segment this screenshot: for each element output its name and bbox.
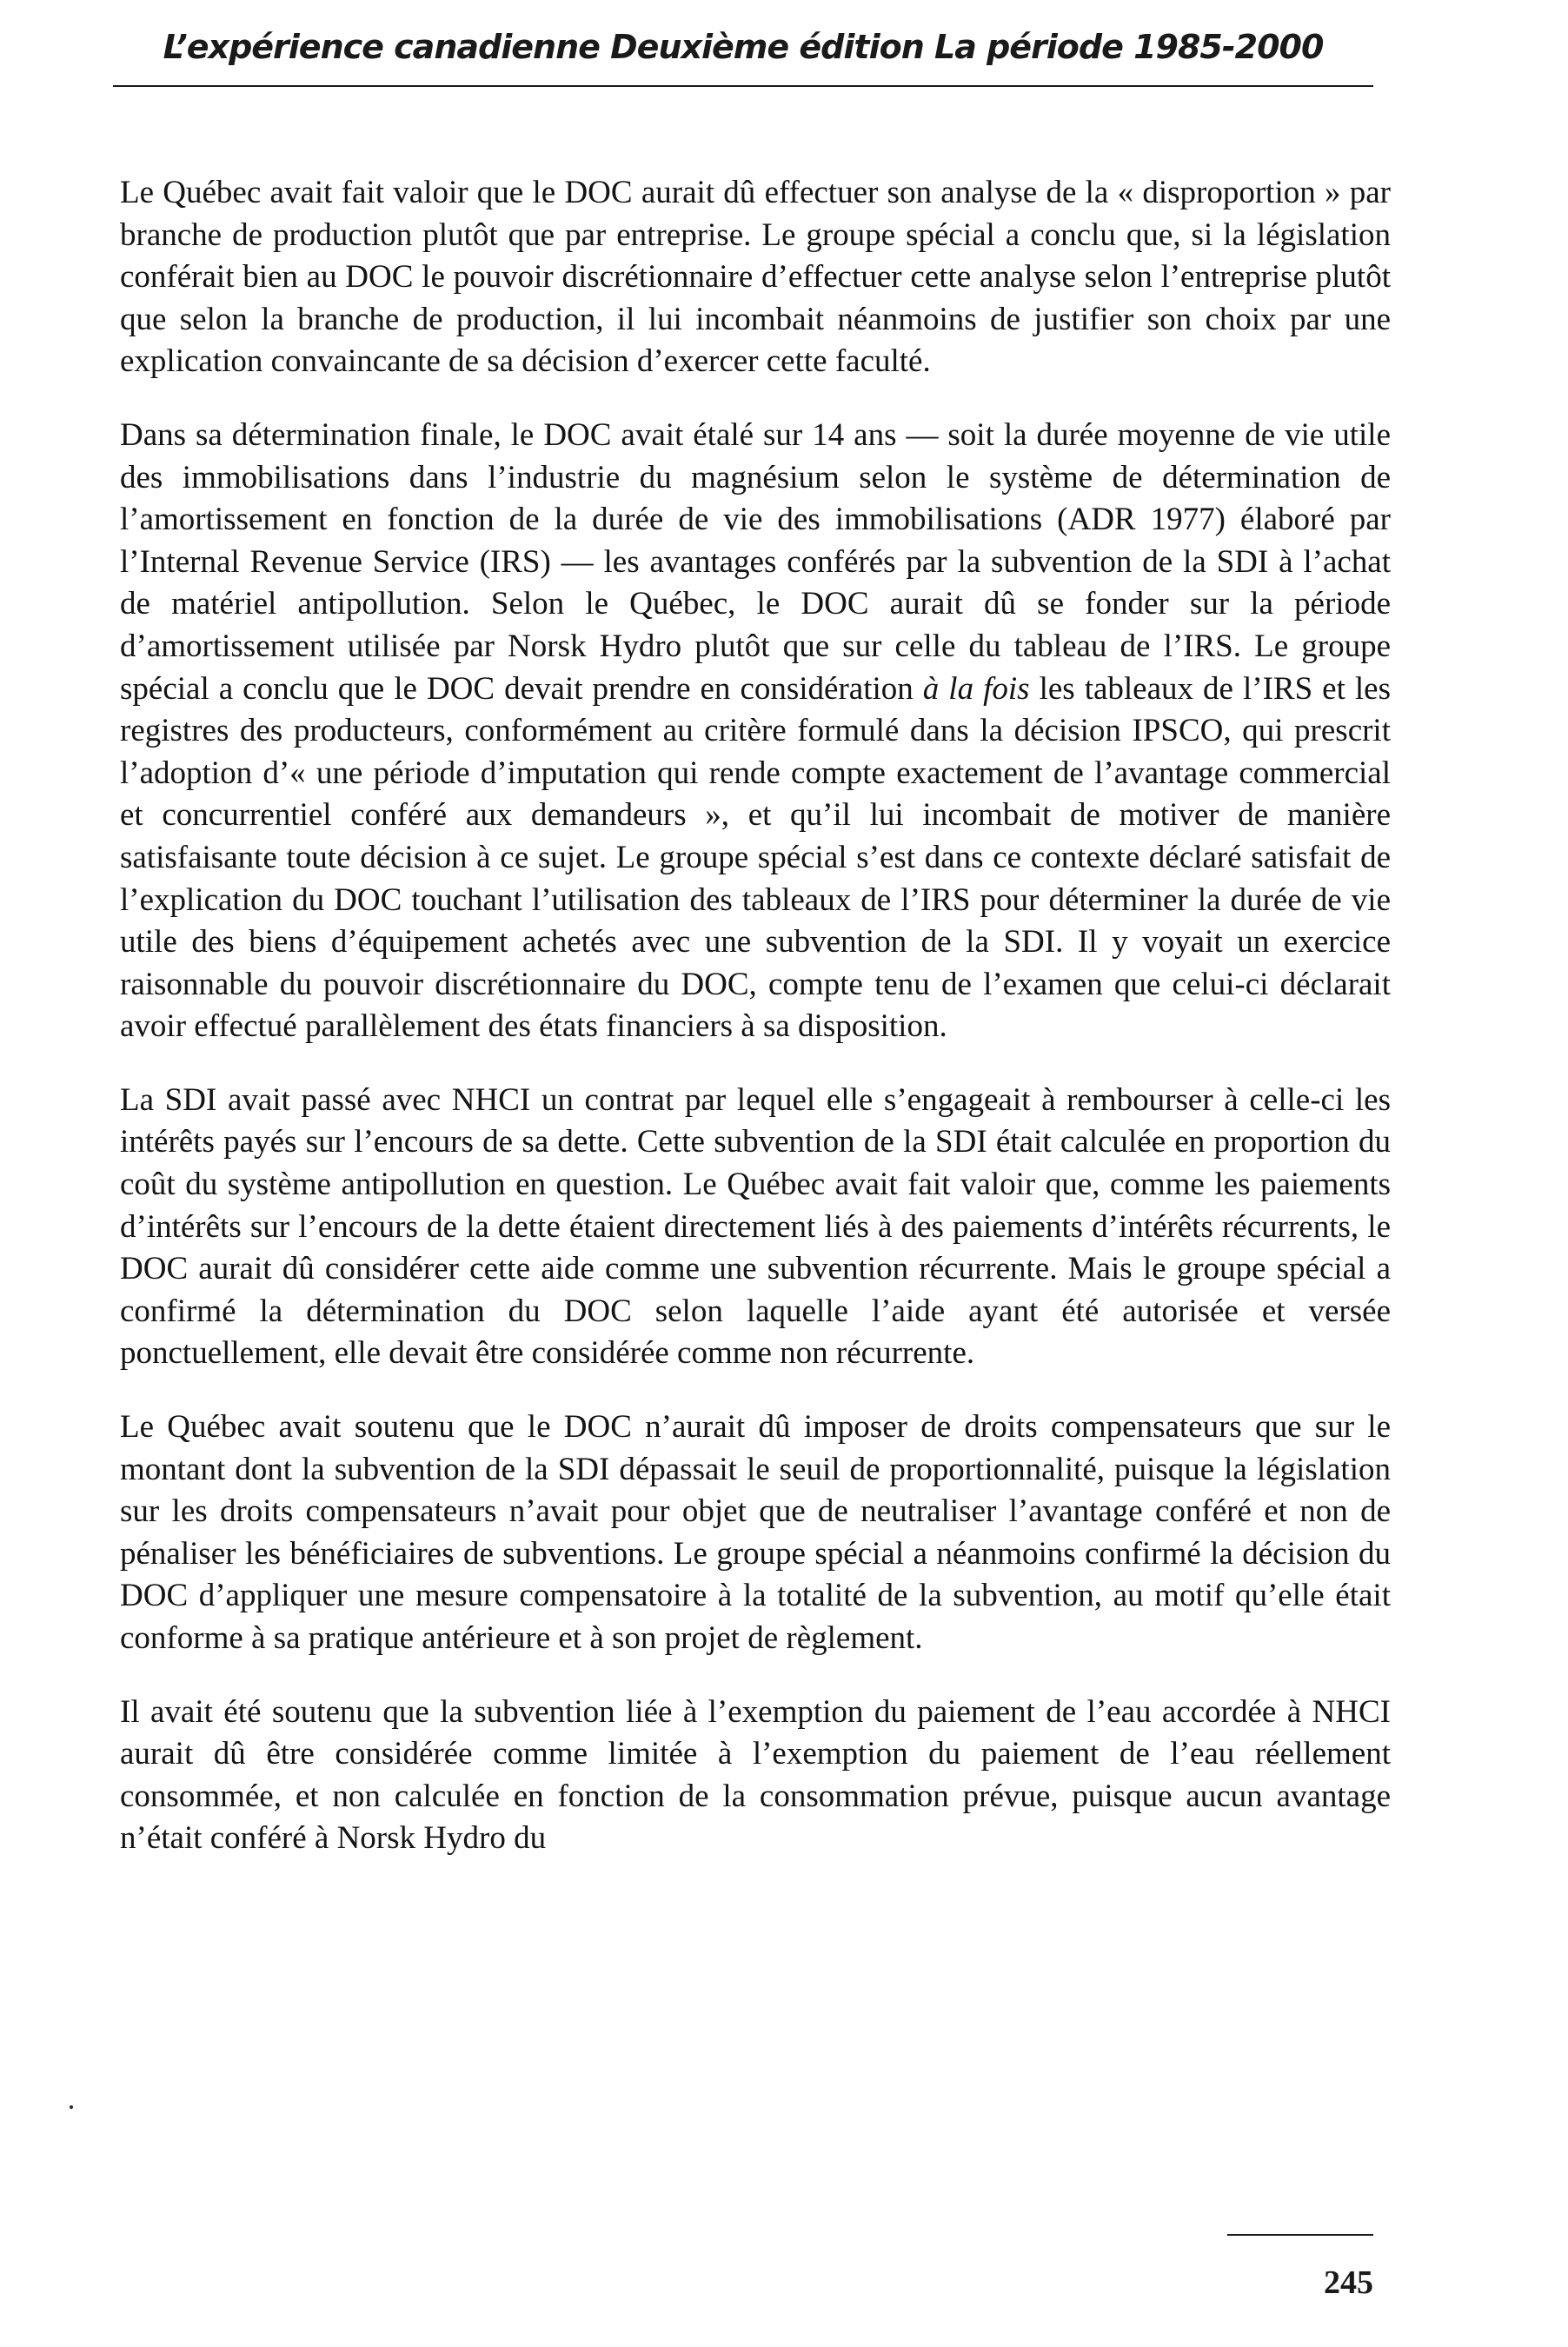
paragraph-2 (120, 415, 1391, 1048)
paragraph-2-emphasis: à la fois (922, 670, 1030, 707)
page-number: 245 (1324, 2264, 1373, 2301)
running-header: L’expérience canadienne Deuxième édition La période 1985-2000 (163, 28, 1324, 66)
body-text (120, 172, 1391, 1892)
header-rule (113, 85, 1373, 87)
paragraph-2-part-2: les tableaux de l’IRS et les registres des producteurs, conformément au critère formulé dans la décision IPSCO, qui prescrit l’adoption d’« une période d’imputation qui rende compte exactement de l’avantage commercial et concurrentiel conféré aux demandeurs », et qu’il lui incombait de motiver de manière satisfaisante toute décision à ce sujet. Le groupe spécial s’est dans ce contexte déclaré satisfait de l’explication du DOC touchant l’utilisation des tableaux de l’IRS pour déterminer la durée de vie utile des biens d’équipement achetés avec une subvention de la SDI. Il y voyait un exercice raisonnable du pouvoir discrétionnaire du DOC, compte tenu de l’examen que celui-ci déclarait avoir effectué parallèlement des états financiers à sa disposition. (120, 670, 1391, 1045)
paragraph-5: Il avait été soutenu que la subvention liée à l’exemption du paiement de l’eau accordée à NHCI aurait dû être considérée comme limitée à l’exemption du paiement de l’eau réellement consommée, et non calculée en fonction de la consommation prévue, puisque aucun avantage n’était conféré à Norsk Hydro du (120, 1693, 1391, 1857)
paragraph-3: La SDI avait passé avec NHCI un contrat par lequel elle s’engageait à rembourser à celle-ci les intérêts payés sur l’encours de sa dette. Cette subvention de la SDI était calculée en proportion du coût du système antipollution en question. Le Québec avait fait valoir que, comme les paiements d’intérêts sur l’encours de la dette étaient directement liés à des paiements d’intérêts récurrents, le DOC aurait dû considérer cette aide comme une subvention récurrente. Mais le groupe spécial a confirmé la détermination du DOC selon laquelle l’aide ayant été autorisée et versée ponctuellement, elle devait être considérée comme non récurrente. (120, 1081, 1391, 1372)
paragraph-4: Le Québec avait soutenu que le DOC n’aurait dû imposer de droits compensateurs que sur le montant dont la subvention de la SDI dépassait le seuil de proportionnalité, puisque la législation sur les droits compensateurs n’avait pour objet que de neutraliser l’avantage conféré et non de pénaliser les bénéficiaires de subventions. Le groupe spécial a néanmoins confirmé la décision du DOC d’appliquer une mesure compensatoire à la totalité de la subvention, au motif qu’elle était conforme à sa pratique antérieure et à son projet de règlement. (120, 1409, 1391, 1656)
paragraph-2-part-1: Dans sa détermination finale, le DOC avait étalé sur 14 ans — soit la durée moyenne de vie utile des immobilisations dans l’industrie du magnésium selon le système de détermination de l’amortissement en fonction de la durée de vie des immobilisations (ADR 1977) élaboré par l’Internal Revenue Service (IRS) — les avantages conférés par la subvention de la SDI à l’achat de matériel antipollution. Selon le Québec, le DOC aurait dû se fonder sur la période d’amortissement utilisée par Norsk Hydro plutôt que sur celle du tableau de l’IRS. Le groupe spécial a conclu que le DOC devait prendre en considération (120, 416, 1391, 707)
paragraph-1: Le Québec avait fait valoir que le DOC aurait dû effectuer son analyse de la « disproportion » par branche de production plutôt que par entreprise. Le groupe spécial a conclu que, si la législation conférait bien au DOC le pouvoir discrétionnaire d’effectuer cette analyse selon l’entreprise plutôt que selon la branche de production, il lui incombait néanmoins de justifier son choix par une explication convaincante de sa décision d’exercer cette faculté. (120, 175, 1391, 380)
footer-rule (1227, 2234, 1373, 2236)
scan-mark (70, 2105, 73, 2109)
